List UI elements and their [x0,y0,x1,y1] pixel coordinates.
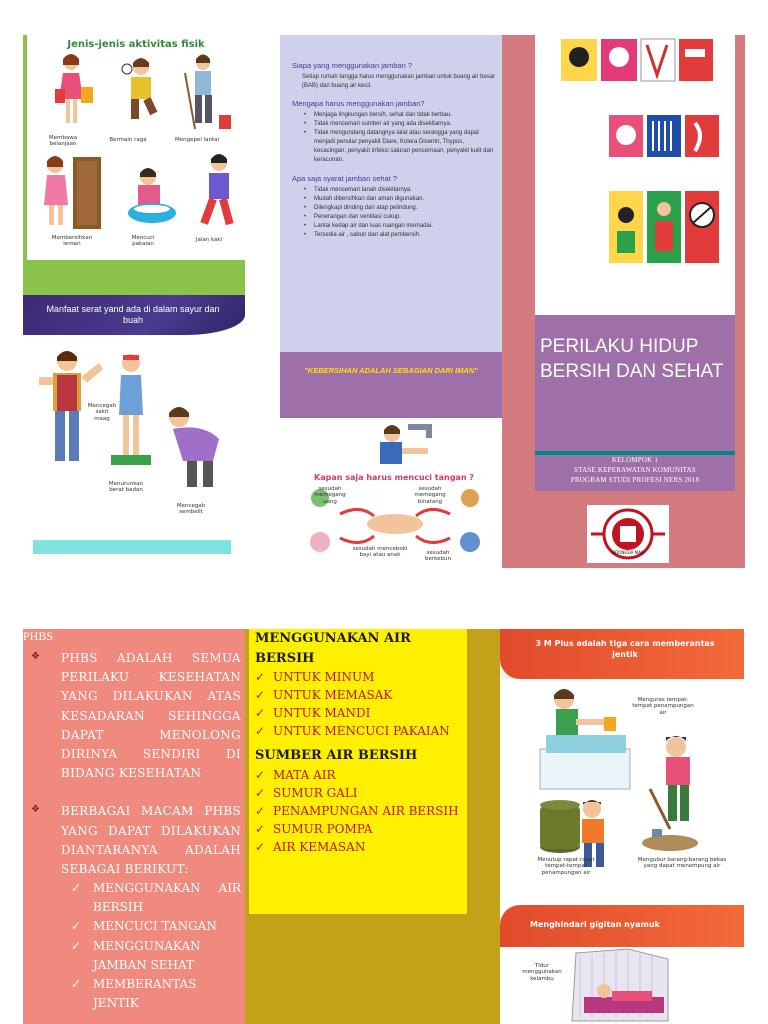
caption: sesudah menceboki bayi atau anak [352,546,408,559]
water-heading: MENGGUNAKAN AIR BERSIH [255,631,411,666]
cover-panel [502,35,745,568]
list-item: ✓ MENGGUNAKAN JAMBAN SEHAT [71,937,241,975]
caption: sesudah berkebun [425,550,451,563]
three-m-header [500,629,744,679]
reasons-list [304,111,497,165]
list-item: ✓ PENAMPUNGAN AIR BERSIH [255,802,469,820]
caption: Membersihkan lemari [51,235,93,248]
requirements-list [304,186,497,240]
phbs-definition: ❖ PHBS ADALAH SEMUA PERILAKU KESEHATAN YANG DILAKUKAN ATAS KESADARAN SEHINGGA DAPAT MENOLONG DIRINYA SENDIRI DI BIDANG KESEHATAN [31,651,241,781]
caption: Bermain raga [109,137,147,143]
water-sources-list [255,766,469,856]
list-item: • Mudah dibersihkan dan aman digunakan. [304,195,497,204]
three-m-illustrations [500,679,744,919]
list-item: ✓ MENCUCI TANGAN [71,917,241,936]
cover-info [535,455,735,485]
handwash-panel [280,418,502,568]
list-item: ✓ UNTUK MINUM [255,668,469,686]
phbs-heading: PHBS [23,629,54,643]
caption: Mengepel lantai [174,137,220,143]
institution-logo [587,505,669,563]
man-walking-illustration [187,153,242,235]
three-m-panel [500,629,744,1024]
woman-washing-clothes-illustration [122,165,182,227]
mosquito-header [500,905,744,947]
logo-caption: INDONESIA MAJU [611,550,645,555]
quote-text: "KEBERSIHAN ADALAH SEBAGIAN DARI IMAN" [304,366,478,375]
sources-heading: SUMBER AIR BERSIH [255,748,418,763]
bed-net-illustration [500,947,744,1024]
water-uses-list [255,668,469,740]
list-item: ✓ UNTUK MENCUCI PAKAIAN [255,722,469,740]
list-item: • Lantai kedap air dan luas ruangan memadai. [304,222,497,231]
mosquito-eradication-illustration [500,679,744,919]
question-who: Siapa yang menggunakan jamban ? [292,61,413,70]
caption: Menguras tempat-tempat penampungan air [632,697,694,716]
water-text [255,629,469,856]
list-item: • Tidak mencemari tanah disekitarnya. [304,186,497,195]
phbs-list [71,879,241,1013]
caption: Menurunkan berat badan [108,481,144,494]
caption: Mencuci pakaian [131,235,155,248]
man-mopping-illustration [175,53,235,133]
cyan-bar [33,540,231,554]
list-item: • Penerangan dan ventilasi cukup. [304,213,497,222]
list-item: • Menjaga lingkungan bersih, sehat dan tidak berbau. [304,111,497,120]
list-item: ✓ SUMUR GALI [255,784,469,802]
list-item: ✓ MATA AIR [255,766,469,784]
caption: Mengubur barang-barang bekas yang dapat menampung air [637,857,727,870]
boy-playing-illustration [119,55,164,133]
activity-panel [23,35,245,267]
caption: Jalan kaki [195,237,223,243]
question-why: Mengapa harus menggunakan jamban? [292,99,425,109]
list-item: • Tidak mengundang datangnya lalat atau serangga yang dapat menjadi penular penyakit Diare, Kolera Disentri, Thypus, kecacingan, penyakit infeksi saluran pencernaan, penyakit kulit dan keracunan. [304,129,497,165]
group-name: KELOMPOK 1 [611,456,659,464]
list-item: • Tidak mencemari sumber air yang ada disekitarnya. [304,120,497,129]
list-item: ✓ AIR KEMASAN [255,838,469,856]
caption: Mencegah sakit maag [87,403,117,422]
fiber-title: Manfaat serat yand ada di dalam sayur dan buah [46,304,220,326]
list-item: ✓ UNTUK MANDI [255,704,469,722]
diamond-bullet-icon: ❖ [31,804,41,816]
three-m-title: 3 M Plus adalah tiga cara memberantas jentik [535,639,715,660]
man-stomach-illustration [159,401,239,491]
hygiene-pictograms [535,35,735,315]
list-item: ✓ MEMBERANTAS JENTIK [71,975,241,1013]
mosquito-title: Menghindari gigitan nyamuk [530,920,660,929]
list-item: • Dilengkapi dinding dan atap pelindung. [304,204,497,213]
woman-shopping-illustration [49,53,99,133]
activity-title: Jenis-jenis aktivitas fisik [67,39,205,50]
green-bar [23,260,245,295]
list-item: ✓ SUMUR POMPA [255,820,469,838]
boy-washing-hands-illustration [368,420,448,472]
caption: Membawa belanjaan [48,135,78,148]
caption: Menutup rapat-rapat tempat-tempat penampungan air [537,857,595,876]
handwash-title: Kapan saja harus mencuci tangan ? [314,473,474,482]
caption: sesudah memegang uang [314,486,346,505]
mosquito-net-illustration [500,947,744,1024]
diamond-bullet-icon: ❖ [31,651,41,662]
answer-who: Setiap rumah tangga harus menggunakan jamban untuk buang air besar (BAB) dan buang air kecil. [302,74,496,89]
phbs-body [23,649,241,1013]
caption: sesudah memegang binatang [414,486,446,505]
question-requirements: Apa saja syarat jamban sehat ? [292,174,398,184]
woman-cleaning-cupboard-illustration [37,153,107,233]
cover-title: PERILAKU HIDUP BERSIH DAN SEHAT [540,336,724,382]
caption: Tidur menggunakan kelambu [522,963,562,982]
list-item: • Tersedia air , sabun dan alat pembersih. [304,231,497,240]
stase-name: STASE KEPERAWATAN KOMUNITAS [574,466,696,475]
water-panel [245,629,500,1024]
water-box [249,629,467,914]
caption: Mencegah sembelit [176,503,206,516]
list-item: ✓ MENGGUNAKAN AIR BERSIH [71,879,241,917]
fiber-panel [23,295,245,568]
quote-band [280,352,502,418]
program-name: PROGRAM STUDI PROFESI NERS 2018 [570,476,700,485]
toilet-text [292,61,497,240]
phbs-panel [23,629,245,1024]
logo-emblem-icon [587,505,669,563]
phbs-intro: ❖ BERBAGAI MACAM PHBS YANG DAPAT DILAKUKAN DIANTARANYA ADALAH SEBAGAI BERIKUT: [31,804,241,876]
hygiene-icons-grid [535,35,735,315]
list-item: ✓ UNTUK MEMASAK [255,686,469,704]
